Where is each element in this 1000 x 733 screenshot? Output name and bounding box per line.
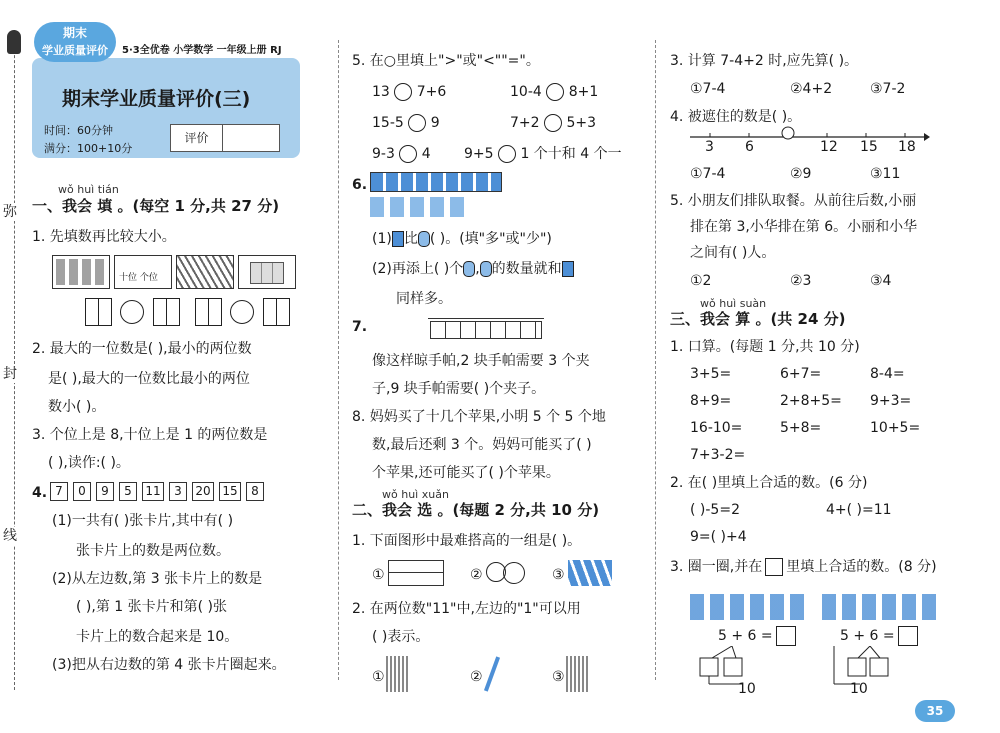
sec1-title: 一、我会 填 。(每空 1 分,共 27 分): [32, 197, 280, 215]
q4-cards: [50, 482, 269, 501]
cube-icons: [250, 262, 284, 284]
tick-label: 6: [745, 139, 754, 155]
s2q3-opt3: ③7-2: [870, 81, 906, 97]
q5-r1a: 13 7+6: [372, 84, 447, 100]
card: 20: [192, 482, 214, 501]
time-label: 时间：60分钟: [44, 124, 113, 137]
column-divider: [338, 40, 339, 680]
s3q3-title: 3. 圈一圈,并在 里填上合适的数。(8 分): [670, 559, 937, 575]
q8-line3: 个苹果,还可能买了( )个苹果。: [372, 465, 560, 481]
eval-box: 评价: [170, 124, 280, 152]
q4-line1: (1)一共有( )张卡片,其中有( ): [52, 513, 234, 529]
ten-right: 10: [850, 681, 868, 697]
compare-row-1: [85, 298, 180, 326]
q7-line1: 像这样晾手帕,2 块手帕需要 3 个夹: [372, 353, 590, 369]
calc-item: 5+8=: [780, 420, 822, 436]
q8-line2: 数,最后还剩 3 个。妈妈可能买了( ): [372, 437, 592, 453]
s2q4-opt3: ③11: [870, 166, 901, 182]
spheres-picture: [486, 562, 525, 584]
cylinder-row: [370, 197, 466, 217]
q6-line1: (1) 比 ( )。(填"多"或"少"): [372, 231, 552, 247]
score-label: 满分：100+10分: [44, 142, 133, 155]
tick-label: 18: [898, 139, 916, 155]
calc-item: 10+5=: [870, 420, 921, 436]
binding-char-1: 弥: [3, 204, 17, 220]
binding-char-3: 线: [3, 528, 17, 544]
s2q1-opt2: ②: [470, 567, 483, 583]
column-divider: [655, 40, 656, 680]
s3q2-b: 4+( )=11: [826, 502, 892, 518]
q2-line2: 是( ),最大的一位数比最小的两位: [48, 371, 250, 387]
card: 5: [119, 482, 137, 501]
s3q1-title: 1. 口算。(每题 1 分,共 10 分): [670, 339, 860, 355]
q5-r1c: 10-4 8+1: [510, 84, 599, 100]
cylinders-picture: [568, 560, 612, 586]
series-label: 5·3全优卷 小学数学 一年级上册 RJ: [122, 45, 282, 56]
calc-item: 6+7=: [780, 366, 822, 382]
counter-picture: 十位 个位: [114, 255, 172, 289]
tick-label: 3: [705, 139, 714, 155]
s3q3-eq-right: 5 + 6 =: [840, 626, 918, 646]
sec3-title: 三、我会 算 。(共 24 分): [670, 310, 846, 328]
s2q5-opt2: ②3: [790, 273, 812, 289]
s2q2-opt3: ③: [552, 669, 565, 685]
q3-line2: ( ),读作:( )。: [48, 455, 130, 471]
bundle-and-stick-picture: [566, 656, 588, 692]
q4-line6: (3)把从右边数的第 4 张卡片圈起来。: [52, 657, 286, 673]
s2q3-opt2: ②4+2: [790, 81, 833, 97]
rocket-icon: [7, 30, 21, 54]
page-title: 期末学业质量评价(三): [62, 88, 251, 110]
q8-line1: 8. 妈妈买了十几个苹果,小明 5 个 5 个地: [352, 409, 606, 425]
s2q2-opt2: ②: [470, 669, 483, 685]
q4-line2: 张卡片上的数是两位数。: [76, 543, 230, 559]
tick-label: 15: [860, 139, 878, 155]
q6-line3: 同样多。: [396, 291, 452, 307]
calc-item: 9+3=: [870, 393, 912, 409]
number-line: [690, 124, 930, 150]
s2q5-opt3: ③4: [870, 273, 892, 289]
tick-label: 12: [820, 139, 838, 155]
q7-num: 7.: [352, 319, 368, 335]
q1-text: 1. 先填数再比较大小。: [32, 229, 176, 245]
q5-r3a: 9-3 4: [372, 146, 431, 162]
s2q5-opt1: ①2: [690, 273, 712, 289]
s2q5-line2: 排在第 3,小华排在第 6。小丽和小华: [690, 219, 918, 235]
s2q1-opt1: ①: [372, 567, 385, 583]
sticks-picture: [176, 255, 234, 289]
sec2-pinyin: wǒ huì xuǎn: [382, 488, 449, 501]
q5-r2c: 7+2 5+3: [510, 115, 596, 131]
sec3-pinyin: wǒ huì suàn: [700, 297, 767, 310]
sec2-title: 二、我会 选 。(每题 2 分,共 10 分): [352, 501, 600, 519]
s2q4-text: 4. 被遮住的数是( )。: [670, 109, 802, 125]
card: 7: [50, 482, 68, 501]
sec1-pinyin: wǒ huì tián: [58, 183, 119, 196]
s3q2-c: 9=( )+4: [690, 529, 747, 545]
flower-icons: [56, 259, 106, 285]
s2q3-opt1: ①7-4: [690, 81, 726, 97]
header-badge: 期末 学业质量评价: [34, 22, 116, 62]
cuboid-row: [370, 172, 502, 192]
s2q4-opt2: ②9: [790, 166, 812, 182]
card: 11: [142, 482, 164, 501]
turtle-group-left: [690, 594, 808, 620]
q5-r3c: 9+5 1 个十和 4 个一: [464, 146, 622, 162]
turtle-group-right: [822, 594, 940, 620]
q4-line4: ( ),第 1 张卡片和第( )张: [76, 599, 228, 615]
s3q2-a: ( )-5=2: [690, 502, 740, 518]
q5-r2a: 15-5 9: [372, 115, 440, 131]
page-number: 35: [915, 700, 955, 722]
s2q2-opt1: ①: [372, 669, 385, 685]
calc-item: 16-10=: [690, 420, 743, 436]
s2q2-line1: 2. 在两位数"11"中,左边的"1"可以用: [352, 601, 581, 617]
stick-bundle-picture: [386, 656, 408, 692]
s3q3-eq-left: 5 + 6 =: [718, 626, 796, 646]
binding-char-2: 封: [3, 366, 17, 382]
calc-item: 8-4=: [870, 366, 905, 382]
calc-item: 2+8+5=: [780, 393, 842, 409]
q4-line5: 卡片上的数合起来是 10。: [76, 629, 239, 645]
s3q2-title: 2. 在( )里填上合适的数。(6 分): [670, 475, 868, 491]
handkerchief-icons: [430, 321, 542, 339]
q5-title: 5. 在○里填上">"或"<""="。: [352, 53, 540, 69]
s2q2-line2: ( )表示。: [372, 629, 430, 645]
q6-num: 6.: [352, 177, 368, 193]
q4-num: 4.: [32, 485, 48, 501]
cuboid-stack-picture: [388, 560, 444, 586]
card: 9: [96, 482, 114, 501]
card: 8: [246, 482, 264, 501]
calc-item: 3+5=: [690, 366, 732, 382]
binding-line: [14, 30, 15, 690]
calc-item: 7+3-2=: [690, 447, 746, 463]
q7-line2: 子,9 块手帕需要( )个夹子。: [372, 381, 546, 397]
card: 3: [169, 482, 187, 501]
q4-line3: (2)从左边数,第 3 张卡片上的数是: [52, 571, 263, 587]
calc-item: 8+9=: [690, 393, 732, 409]
card: 0: [73, 482, 91, 501]
ten-left: 10: [738, 681, 756, 697]
s2q5-line3: 之间有( )人。: [690, 245, 776, 261]
s2q5-line1: 5. 小朋友们排队取餐。从前往后数,小丽: [670, 193, 917, 209]
single-stick-picture: [484, 656, 500, 691]
compare-row-2: [195, 298, 290, 326]
s2q1-text: 1. 下面图形中最难搭高的一组是( )。: [352, 533, 582, 549]
s2q4-opt1: ①7-4: [690, 166, 726, 182]
q2-line3: 数小( )。: [48, 399, 106, 415]
q2-line1: 2. 最大的一位数是( ),最小的两位数: [32, 341, 252, 357]
s2q3-text: 3. 计算 7-4+2 时,应先算( )。: [670, 53, 859, 69]
q3-line1: 3. 个位上是 8,十位上是 1 的两位数是: [32, 427, 268, 443]
s2q1-opt3: ③: [552, 567, 565, 583]
q6-line2: (2)再添上( )个 , 的数量就和: [372, 260, 574, 278]
card: 15: [219, 482, 241, 501]
